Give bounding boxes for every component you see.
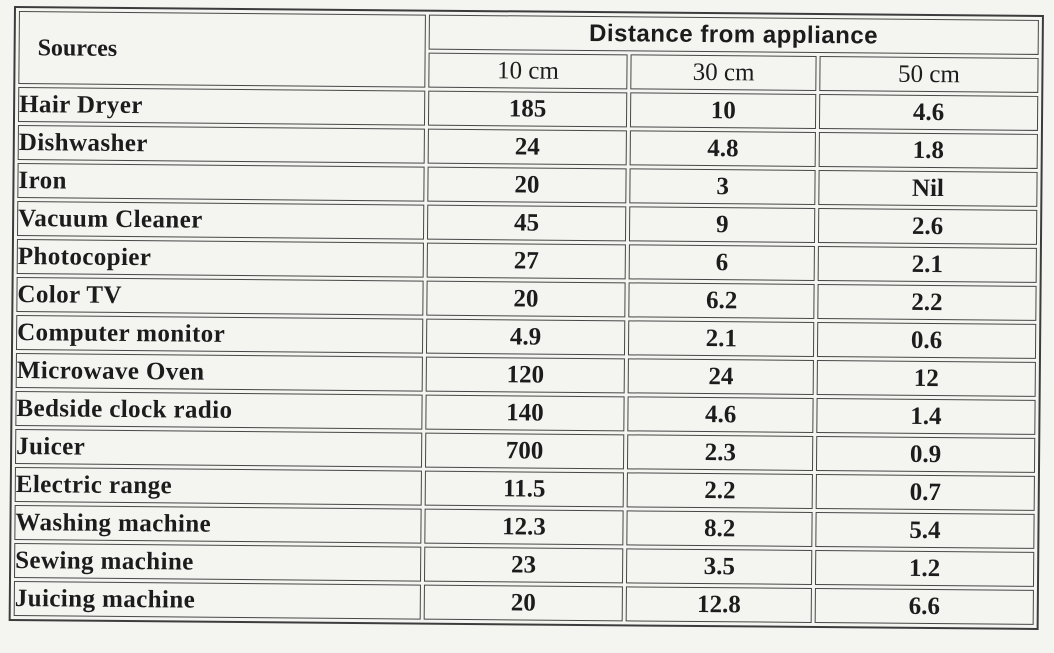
value-cell: 2.1 xyxy=(818,246,1037,283)
table-row xyxy=(16,277,1036,321)
table-row xyxy=(18,125,1038,169)
distance-header-50cm: 50 cm xyxy=(819,56,1038,93)
value-cell: 10 xyxy=(630,92,816,129)
value-cell: 4.9 xyxy=(426,319,626,356)
value-cell: 2.1 xyxy=(628,320,814,357)
value-cell: 4.6 xyxy=(819,94,1038,131)
source-cell: Juicer xyxy=(15,429,422,468)
source-cell: Vacuum Cleaner xyxy=(17,201,424,240)
value-cell: 27 xyxy=(426,243,626,280)
value-cell: 23 xyxy=(424,547,624,584)
value-cell: 2.3 xyxy=(627,434,813,471)
table-row xyxy=(16,315,1036,359)
value-cell: 2.6 xyxy=(818,208,1037,245)
source-cell: Sewing machine xyxy=(14,543,421,582)
table-row xyxy=(17,239,1037,283)
value-cell: 9 xyxy=(629,206,815,243)
source-cell: Washing machine xyxy=(14,505,421,544)
value-cell: 45 xyxy=(427,205,627,242)
value-cell: 11.5 xyxy=(424,471,624,508)
distance-header-30cm: 30 cm xyxy=(631,54,817,91)
value-cell: 3.5 xyxy=(626,548,812,585)
value-cell: 1.8 xyxy=(819,132,1038,169)
source-cell: Color TV xyxy=(16,277,423,316)
value-cell: 120 xyxy=(425,357,625,394)
value-cell: Nil xyxy=(818,170,1037,207)
value-cell: 20 xyxy=(426,281,626,318)
table-row xyxy=(15,429,1035,473)
value-cell: 12.3 xyxy=(424,509,624,546)
table-header xyxy=(18,11,1039,93)
source-cell: Photocopier xyxy=(17,239,424,278)
value-cell: 1.4 xyxy=(816,398,1035,435)
distance-group-header: Distance from appliance xyxy=(428,15,1039,55)
source-cell: Juicing machine xyxy=(14,581,421,620)
value-cell: 24 xyxy=(628,358,814,395)
table-row xyxy=(18,87,1038,131)
value-cell: 1.2 xyxy=(815,550,1034,587)
value-cell: 4.8 xyxy=(630,130,816,167)
source-cell: Computer monitor xyxy=(16,315,423,354)
appliance-distance-table xyxy=(9,6,1044,630)
value-cell: 2.2 xyxy=(627,472,813,509)
value-cell: 140 xyxy=(425,395,625,432)
source-cell: Electric range xyxy=(15,467,422,506)
header-row-group xyxy=(19,11,1039,55)
table-row xyxy=(14,543,1034,587)
table-row xyxy=(15,467,1035,511)
table-sheet xyxy=(9,6,1044,630)
value-cell: 6.2 xyxy=(629,282,815,319)
source-cell: Dishwasher xyxy=(18,125,425,164)
value-cell: 12 xyxy=(817,360,1036,397)
source-cell: Iron xyxy=(17,163,424,202)
source-cell: Hair Dryer xyxy=(18,87,425,126)
value-cell: 0.6 xyxy=(817,322,1036,359)
value-cell: 6.6 xyxy=(815,588,1034,625)
value-cell: 8.2 xyxy=(627,510,813,547)
source-cell: Microwave Oven xyxy=(16,353,423,392)
table-row xyxy=(17,201,1037,245)
table-row xyxy=(14,505,1034,549)
table-row xyxy=(14,581,1034,625)
value-cell: 24 xyxy=(427,129,627,166)
table-row xyxy=(17,163,1037,207)
value-cell: 0.7 xyxy=(816,474,1035,511)
value-cell: 5.4 xyxy=(815,512,1034,549)
value-cell: 6 xyxy=(629,244,815,281)
value-cell: 12.8 xyxy=(626,586,812,623)
table-row xyxy=(15,391,1035,435)
table-body xyxy=(14,87,1039,625)
sources-header: Sources xyxy=(18,11,425,88)
distance-header-10cm: 10 cm xyxy=(428,53,628,90)
table-row xyxy=(16,353,1036,397)
value-cell: 2.2 xyxy=(817,284,1036,321)
value-cell: 4.6 xyxy=(628,396,814,433)
value-cell: 20 xyxy=(423,585,623,622)
value-cell: 0.9 xyxy=(816,436,1035,473)
source-cell: Bedside clock radio xyxy=(15,391,422,430)
value-cell: 20 xyxy=(427,167,627,204)
value-cell: 185 xyxy=(428,91,628,128)
value-cell: 3 xyxy=(630,168,816,205)
value-cell: 700 xyxy=(425,433,625,470)
